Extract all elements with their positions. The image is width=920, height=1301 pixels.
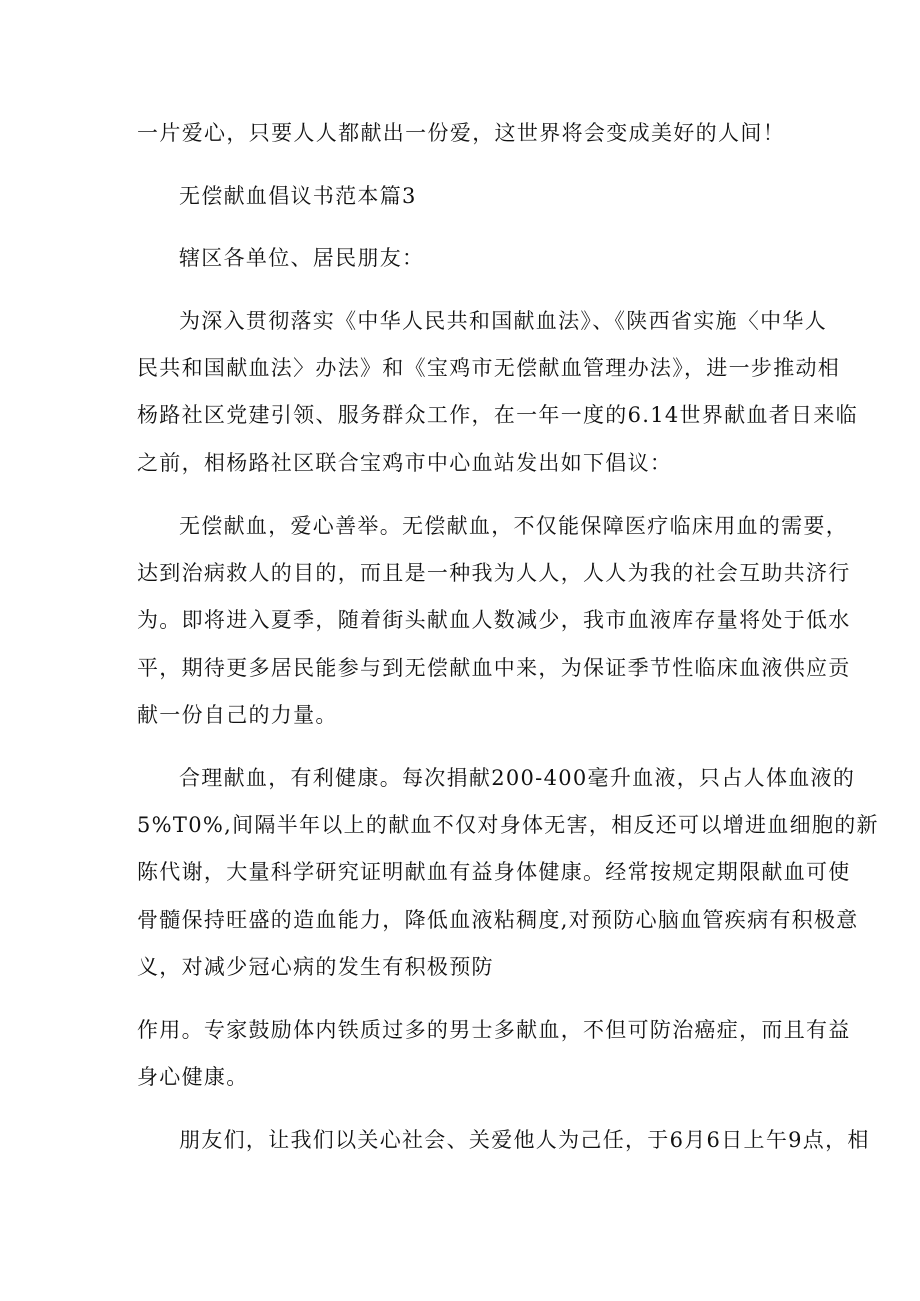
text-line: 达到治病救人的目的，而且是一种我为人人，人人为我的社会互助共济行 (137, 561, 851, 585)
text-line: 身心健康。 (137, 1065, 249, 1089)
text-line: 之前，相杨路社区联合宝鸡市中心血站发出如下倡议： (137, 451, 673, 475)
text-line: 作用。专家鼓励体内铁质过多的男士多献血，不但可防治癌症，而且有益 (137, 1018, 851, 1042)
text-line: 献一份自己的力量。 (137, 703, 338, 727)
text-line: 平，期待更多居民能参与到无偿献血中来，为保证季节性临床血液供应贡 (137, 656, 851, 680)
text-line: 朋友们，让我们以关心社会、关爱他人为己任，于6月6日上午9点，相 (179, 1128, 870, 1152)
text-line: 杨路社区党建引领、服务群众工作，在一年一度的6.14世界献血者日来临 (137, 403, 858, 427)
text-line: 民共和国献血法〉办法》和《宝鸡市无偿献血管理办法》，进一步推动相 (137, 356, 841, 380)
text-line: 为深入贯彻落实《中华人民共和国献血法》、《陕西省实施〈中华人 (179, 309, 827, 333)
section-heading: 无偿献血倡议书范本篇3 (179, 184, 417, 208)
text-line: 一片爱心，只要人人都献出一份爱，这世界将会变成美好的人间！ (137, 121, 785, 145)
salutation: 辖区各单位、居民朋友： (179, 246, 425, 270)
text-line: 合理献血，有利健康。每次捐献200-400毫升血液，只占人体血液的 (179, 766, 856, 790)
text-line: 骨髓保持旺盛的造血能力，降低血液粘稠度,对预防心脑血管疾病有积极意 (137, 908, 859, 932)
text-line: 为。即将进入夏季，随着街头献血人数减少，我市血液库存量将处于低水 (137, 608, 851, 632)
text-line: 义，对减少冠心病的发生有积极预防 (137, 955, 494, 979)
text-line: 无偿献血，爱心善举。无偿献血，不仅能保障医疗临床用血的需要， (179, 514, 848, 538)
text-line: 5%T0%,间隔半年以上的献血不仅对身体无害，相反还可以增进血细胞的新 (137, 813, 879, 837)
text-line: 陈代谢，大量科学研究证明献血有益身体健康。经常按规定期限献血可使 (137, 860, 851, 884)
